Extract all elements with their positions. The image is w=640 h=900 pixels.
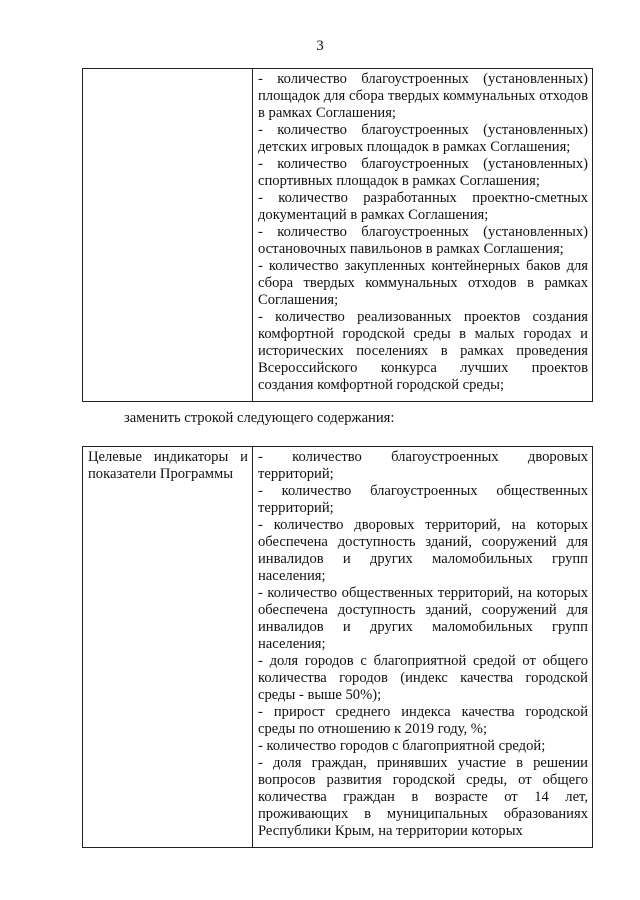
list-item: - количество общественных территорий, на которых обеспечена доступность зданий, сооружений для инвалидов и других маломобильных групп населения; <box>258 585 588 652</box>
right-cell-indicators <box>253 447 593 848</box>
program-indicators-label: Целевые индикаторы и показатели Программы <box>88 449 248 482</box>
list-item: - количество дворовых территорий, на которых обеспечена доступность зданий, сооружений для инвалидов и других маломобильных групп населения; <box>258 517 588 584</box>
list-item: - количество благоустроенных дворовых территорий; <box>258 449 588 482</box>
left-cell-label <box>83 447 253 848</box>
list-item: - доля городов с благоприятной средой от общего количества городов (индекс качества городской среды - выше 50%); <box>258 653 588 703</box>
list-item: - количество благоустроенных (установленных) спортивных площадок в рамках Соглашения; <box>258 156 588 189</box>
list-item: - количество благоустроенных (установленных) детских игровых площадок в рамках Соглашения; <box>258 122 588 155</box>
list-item: - прирост среднего индекса качества городской среды по отношению к 2019 году, %; <box>258 704 588 737</box>
list-item: - количество благоустроенных (установленных) остановочных павильонов в рамках Соглашения; <box>258 224 588 257</box>
list-item: - количество закупленных контейнерных баков для сбора твердых коммунальных отходов в рамках Соглашения; <box>258 258 588 308</box>
table-top <box>82 68 593 402</box>
replacement-instruction: заменить строкой следующего содержания: <box>124 410 395 426</box>
table-row <box>83 447 593 848</box>
list-item: - количество благоустроенных (установленных) площадок для сбора твердых коммунальных отходов в рамках Соглашения; <box>258 71 588 121</box>
page-number: 3 <box>316 38 324 54</box>
list-item: - количество городов с благоприятной средой; <box>258 738 546 754</box>
table-bottom <box>82 446 593 848</box>
list-item: - количество реализованных проектов создания комфортной городской среды в малых городах и исторических поселениях в рамках проведения Всероссийского конкурса лучших проектов создания комфортной городской среды; <box>258 309 588 393</box>
list-item: - количество разработанных проектно-сметных документаций в рамках Соглашения; <box>258 190 588 223</box>
list-item: - доля граждан, принявших участие в решении вопросов развития городской среды, от общего количества граждан в возрасте от 14 лет, проживающих в муниципальных образованиях Республики Крым, на территории которых <box>258 755 588 839</box>
list-item: - количество благоустроенных общественных территорий; <box>258 483 588 516</box>
table-row <box>83 69 593 402</box>
right-cell-indicators <box>253 69 593 402</box>
left-cell-empty <box>83 69 253 402</box>
